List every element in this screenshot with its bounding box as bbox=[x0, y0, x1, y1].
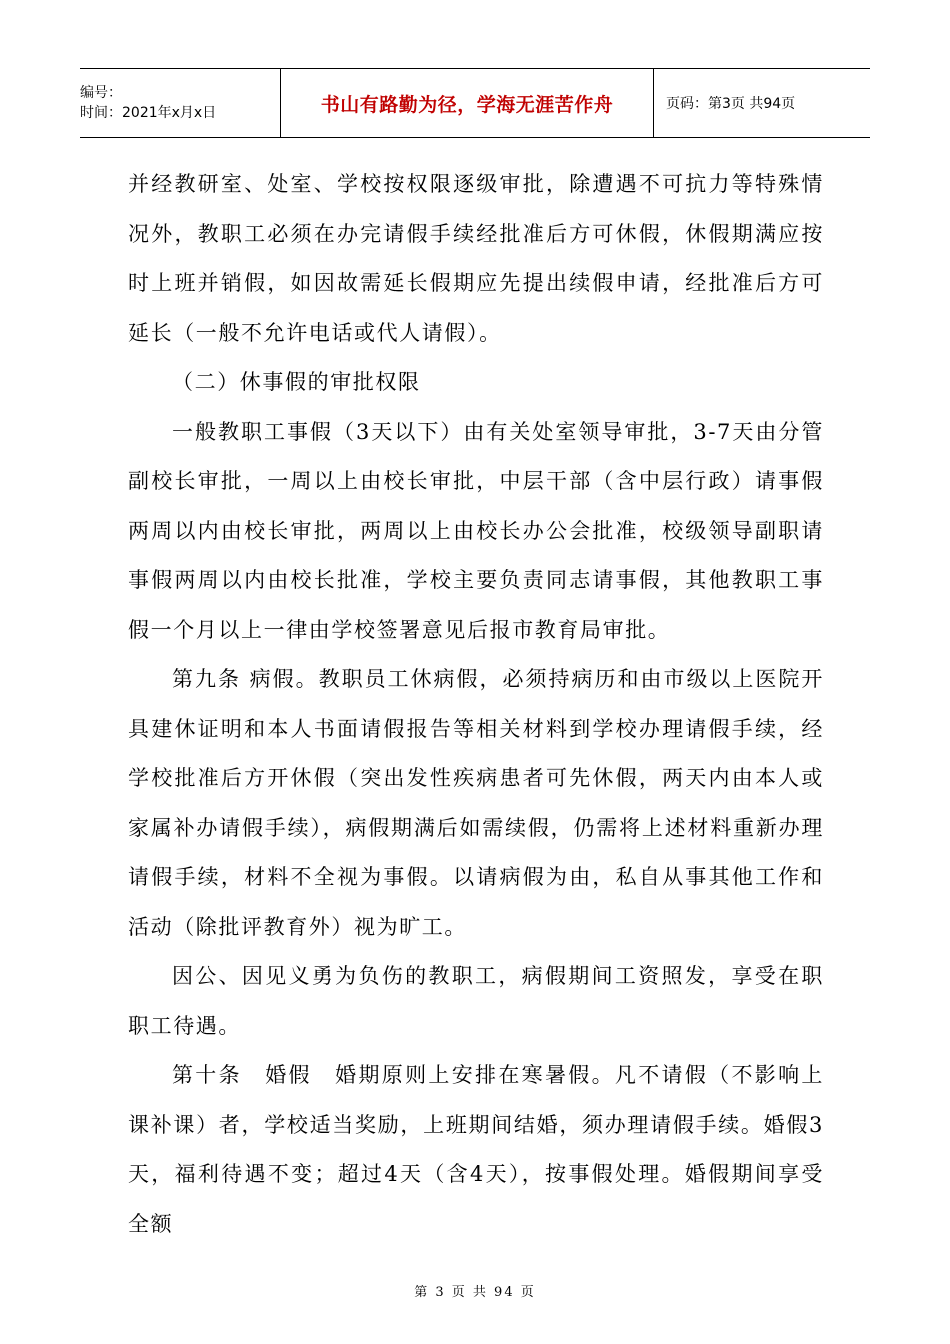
document-body bbox=[128, 160, 824, 1249]
document-date: 时间：2021年x月x日 bbox=[80, 105, 217, 121]
paragraph-leave-authority: 一般教职工事假（3天以下）由有关处室领导审批，3-7天由分管副校长审批，一周以上由校长审批，中层干部（含中层行政）请事假两周以内由校长审批，两周以上由校长办公会批准，校级领导副职请事假两周以内由校长批准，学校主要负责同志请事假，其他教职工事假一个月以上一律由学校签署意见后报市教育局审批。 bbox=[128, 419, 824, 642]
document-number-label: 编号： bbox=[80, 85, 122, 101]
header-page-number: 页码：第3页 共94页 bbox=[666, 96, 796, 112]
header-meta bbox=[80, 69, 280, 137]
page-footer: 第 3 页 共 94 页 bbox=[414, 1285, 536, 1300]
header-motto-cell bbox=[280, 69, 654, 137]
page-header bbox=[80, 68, 870, 138]
paragraph-approval-procedure: 并经教研室、处室、学校按权限逐级审批，除遭遇不可抗力等特殊情况外，教职工必须在办完请假手续经批准后方可休假，休假期满应按时上班并销假，如因故需延长假期应先提出续假申请，经批准后方可延长（一般不允许电话或代人请假）。 bbox=[128, 172, 824, 345]
section-heading-leave-approval: （二）休事假的审批权限 bbox=[172, 370, 421, 394]
header-page-info bbox=[654, 69, 870, 137]
paragraph-article-9-sick-leave: 第九条 病假。教职员工休病假，必须持病历和由市级以上医院开具建休证明和本人书面请假报告等相关材料到学校办理请假手续，经学校批准后方开休假（突出发性疾病患者可先休假，两天内由本人或家属补办请假手续），病假期满后如需续假，仍需将上述材料重新办理请假手续，材料不全视为事假。以请病假为由，私自从事其他工作和活动（除批评教育外）视为旷工。 bbox=[128, 667, 824, 939]
paragraph-injury-on-duty: 因公、因见义勇为负伤的教职工，病假期间工资照发，享受在职职工待遇。 bbox=[128, 964, 824, 1038]
header-motto: 书山有路勤为径，学海无涯苦作舟 bbox=[320, 93, 614, 116]
paragraph-article-10-marriage-leave: 第十条 婚假 婚期原则上安排在寒暑假。凡不请假（不影响上课补课）者，学校适当奖励，上班期间结婚，须办理请假手续。婚假3天，福利待遇不变；超过4天（含4天），按事假处理。婚假期间享受全额 bbox=[128, 1063, 824, 1236]
